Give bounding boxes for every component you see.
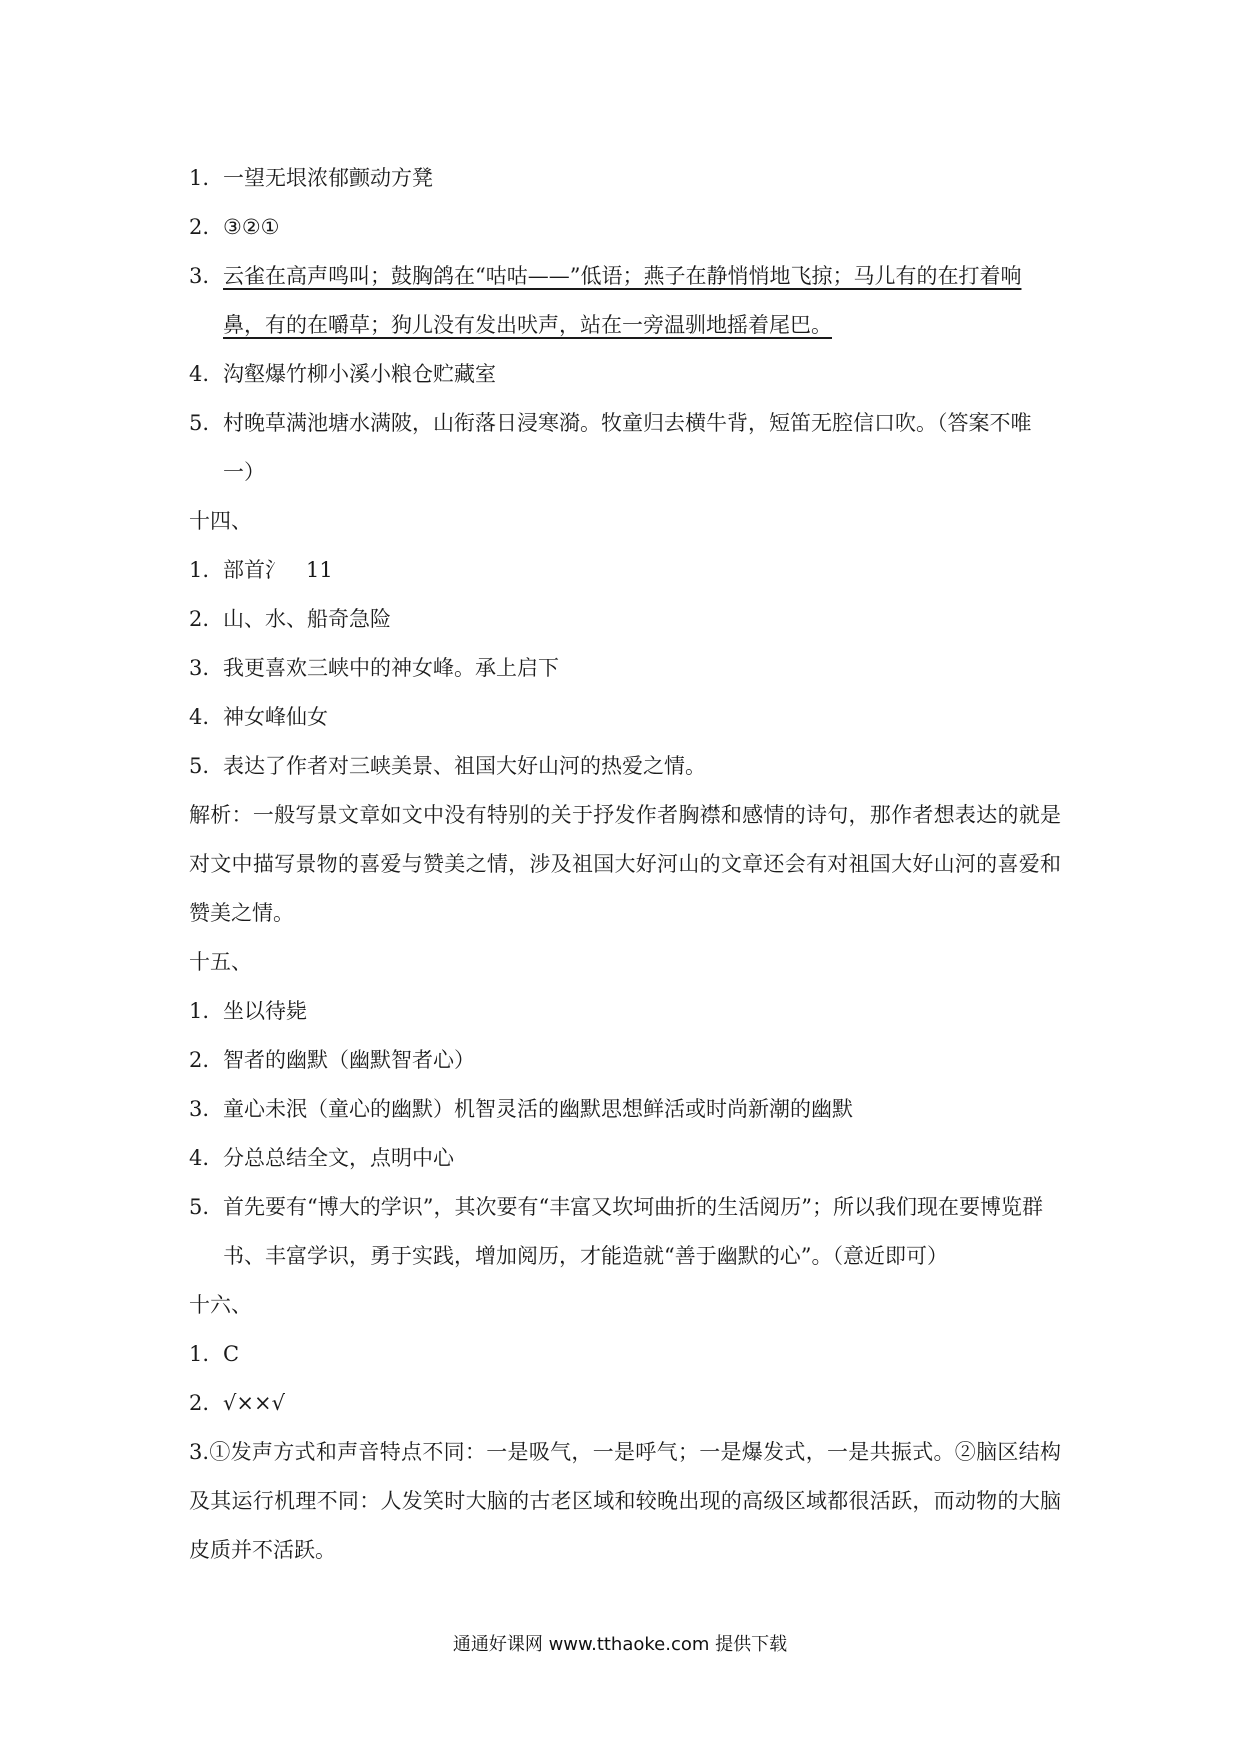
item-number: 2. — [189, 607, 210, 631]
item-number: 5. — [189, 754, 210, 778]
item-number: 3. — [189, 264, 210, 288]
list-item — [189, 252, 1061, 350]
item-text: 一望无垠浓郁颤动方凳 — [223, 166, 433, 190]
list-item — [189, 399, 1061, 497]
list-item — [189, 644, 1061, 693]
item-text: 沟壑爆竹柳小溪小粮仓贮藏室 — [223, 362, 496, 386]
section-heading: 十五、 — [189, 950, 252, 974]
item-number: 1. — [189, 999, 210, 1023]
item-text: 部首氵 11 — [223, 558, 333, 582]
item-number: 2. — [189, 1391, 210, 1415]
item-text: 山、水、船奇急险 — [223, 607, 391, 631]
item-number: 4. — [189, 1146, 210, 1170]
answer-content — [189, 154, 1061, 1575]
list-item — [189, 350, 1061, 399]
item-text: C — [223, 1342, 240, 1366]
item-number: 1. — [189, 166, 210, 190]
item-number: 1. — [189, 558, 210, 582]
item-text: 首先要有“博大的学识”，其次要有“丰富又坎坷曲折的生活阅历”；所以我们现在要博览群书、丰富学识，勇于实践，增加阅历，才能造就“善于幽默的心”。（意近即可） — [223, 1195, 1043, 1268]
item-number: 2. — [189, 1048, 210, 1072]
answer-paragraph: 3.①发声方式和声音特点不同：一是吸气，一是呼气；一是爆发式，一是共振式。②脑区结构及其运行机理不同：人发笑时大脑的古老区域和较晚出现的高级区域都很活跃，而动物的大脑皮质并不活跃。 — [189, 1440, 1061, 1562]
item-text: 村晚草满池塘水满陂，山衔落日浸寒漪。牧童归去横牛背，短笛无腔信口吹。（答案不唯一） — [223, 411, 1032, 484]
analysis-paragraph: 解析：一般写景文章如文中没有特别的关于抒发作者胸襟和感情的诗句，那作者想表达的就是对文中描写景物的喜爱与赞美之情，涉及祖国大好河山的文章还会有对祖国大好山河的喜爱和赞美之情。 — [189, 803, 1061, 925]
item-text: ③②① — [223, 215, 280, 239]
item-number: 5. — [189, 1195, 210, 1219]
list-item — [189, 987, 1061, 1036]
item-text: 智者的幽默（幽默智者心） — [223, 1048, 475, 1072]
item-number: 4. — [189, 705, 210, 729]
list-item — [189, 1379, 1061, 1428]
list-item — [189, 1134, 1061, 1183]
section-heading: 十六、 — [189, 1293, 252, 1317]
list-item — [189, 154, 1061, 203]
list-item — [189, 742, 1061, 791]
list-item — [189, 1330, 1061, 1379]
list-item — [189, 693, 1061, 742]
item-text: √××√ — [223, 1391, 285, 1415]
item-text: 坐以待毙 — [223, 999, 307, 1023]
item-text: 我更喜欢三峡中的神女峰。承上启下 — [223, 656, 559, 680]
item-number: 4. — [189, 362, 210, 386]
item-number: 5. — [189, 411, 210, 435]
list-item — [189, 595, 1061, 644]
section-heading: 十四、 — [189, 509, 252, 533]
list-item — [189, 1036, 1061, 1085]
item-number: 1. — [189, 1342, 210, 1366]
item-text: 分总总结全文，点明中心 — [223, 1146, 454, 1170]
item-number: 3. — [189, 1097, 210, 1121]
list-item — [189, 203, 1061, 252]
page-footer: 通通好课网 www.tthaoke.com 提供下载 — [452, 1634, 788, 1655]
item-text: 表达了作者对三峡美景、祖国大好山河的热爱之情。 — [223, 754, 706, 778]
list-item — [189, 1183, 1061, 1281]
item-number: 3. — [189, 656, 210, 680]
item-number: 2. — [189, 215, 210, 239]
item-text-underlined: 云雀在高声鸣叫；鼓胸鸽在“咕咕——”低语；燕子在静悄悄地飞掠；马儿有的在打着响鼻，有的在嚼草；狗儿没有发出吠声，站在一旁温驯地摇着尾巴。 — [223, 264, 1022, 337]
item-text: 神女峰仙女 — [223, 705, 328, 729]
list-item — [189, 1085, 1061, 1134]
item-text: 童心未泯（童心的幽默）机智灵活的幽默思想鲜活或时尚新潮的幽默 — [223, 1097, 853, 1121]
list-item — [189, 546, 1061, 595]
